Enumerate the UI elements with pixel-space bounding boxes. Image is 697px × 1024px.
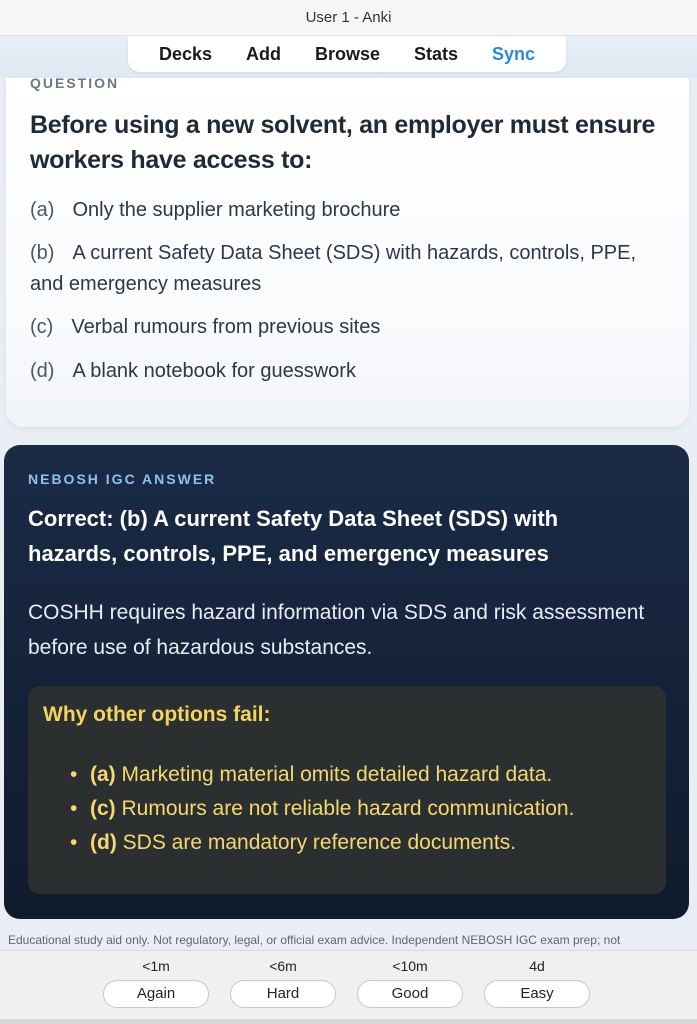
ease-again [103, 956, 209, 1008]
answer-buttons-bar [0, 950, 697, 1024]
interval-label: <10m [392, 958, 428, 974]
ease-good [357, 956, 463, 1008]
bullet-icon: • [70, 797, 78, 820]
question-label: QUESTION [30, 75, 120, 91]
window-bottom-edge [0, 1019, 697, 1024]
interval-label: <6m [269, 958, 297, 974]
good-button[interactable]: Good [357, 980, 463, 1008]
window-titlebar [0, 0, 697, 36]
option-letter: (a) [30, 199, 55, 221]
nav-sync[interactable]: Sync [491, 43, 535, 64]
option-text: Only the supplier marketing brochure [72, 199, 401, 221]
answer-label: NEBOSH IGC ANSWER [28, 471, 217, 487]
interval-label: 4d [529, 958, 545, 974]
option-letter: (d) [30, 360, 55, 382]
toolbar-area [0, 36, 697, 78]
option-text: A blank notebook for guesswork [72, 360, 356, 382]
interval-label: <1m [142, 958, 170, 974]
fail-item-text: SDS are mandatory reference documents. [122, 831, 517, 854]
bullet-icon: • [70, 763, 78, 786]
fail-item [70, 792, 574, 826]
hard-button[interactable]: Hard [230, 980, 336, 1008]
option-a [30, 195, 640, 226]
fail-item-key: (c) [90, 797, 116, 820]
disclaimer-text: Educational study aid only. Not regulatory, legal, or official exam advice. Independent NEBOSH IGC exam prep; not [8, 933, 621, 947]
fail-item-text: Marketing material omits detailed hazard data. [121, 763, 553, 786]
fail-item-text: Rumours are not reliable hazard communication. [121, 797, 575, 820]
nav-decks[interactable]: Decks [158, 43, 213, 64]
window-title: User 1 - Anki [305, 9, 392, 26]
nav-browse[interactable]: Browse [314, 43, 380, 64]
fail-item [70, 758, 574, 792]
why-other-options-fail-box [28, 686, 666, 894]
option-c [30, 312, 640, 343]
answer-explanation: COSHH requires hazard information via SDS and risk assessment before use of hazardous substances. [28, 601, 645, 659]
question-text: Before using a new solvent, an employer must ensure workers have access to: [30, 111, 656, 174]
fail-title: Why other options fail: [43, 703, 271, 726]
option-text: Verbal rumours from previous sites [71, 316, 381, 338]
option-d [30, 356, 640, 387]
answer-card [4, 445, 689, 919]
main-toolbar [128, 36, 566, 72]
fail-list [70, 758, 574, 860]
again-button[interactable]: Again [103, 980, 209, 1008]
ease-easy [484, 956, 590, 1008]
easy-button[interactable]: Easy [484, 980, 590, 1008]
question-card [6, 75, 689, 427]
fail-item [70, 826, 574, 860]
option-letter: (c) [30, 316, 54, 338]
fail-item-key: (a) [90, 763, 116, 786]
correct-answer: Correct: (b) A current Safety Data Sheet (SDS) with hazards, controls, PPE, and emergency measures [28, 506, 559, 566]
option-b [30, 238, 640, 300]
nav-add[interactable]: Add [246, 43, 281, 64]
option-text: A current Safety Data Sheet (SDS) with hazards, controls, PPE, and emergency measures [30, 242, 637, 295]
bullet-icon: • [70, 831, 78, 854]
nav-stats[interactable]: Stats [413, 43, 458, 64]
fail-item-key: (d) [90, 831, 117, 854]
option-letter: (b) [30, 242, 55, 264]
ease-hard [230, 956, 336, 1008]
